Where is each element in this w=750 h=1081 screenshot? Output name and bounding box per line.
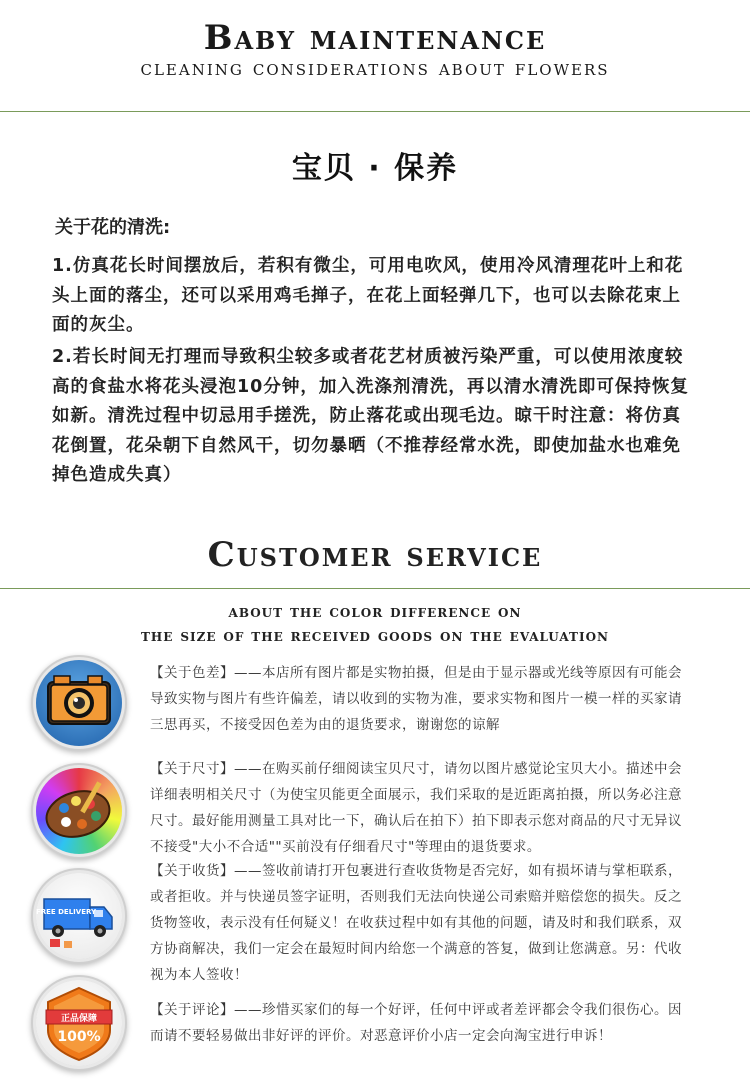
text-line: 如新。清洗过程中切忌用手搓洗，防止落花或出现毛边。晾干时注意：将仿真 [52,406,681,426]
cleaning-paragraph-2 [52,343,700,491]
service-title: Customer service [207,535,543,575]
text-line: 导致实物与图片有些许偏差，请以收到的实物为准，要求实物和图片一模一样的买家请 [150,691,682,707]
service-item-delivery [150,858,710,988]
text-line: 货物签收，表示没有任何疑义！在收获过程中如有其他的问题，请及时和我们联系，双 [150,915,682,931]
service-about-line-1: about the color difference on [228,602,522,622]
service-about-line-2: the size of the received goods on the evaluation [140,626,610,646]
palette-icon [36,768,122,854]
title-en: Baby maintenance [203,18,547,58]
text-line: 【关于色差】——本店所有图片都是实物拍摄，但是由于显示器或光线等原因有可能会 [150,665,682,681]
text-line: 高的食盐水将花头浸泡10分钟，加入洗涤剂清洗，再以清水清洗即可保持恢复 [52,376,689,397]
cleaning-paragraph-1 [52,252,700,341]
text-line: 1.仿真花长时间摆放后，若积有微尘，可用电吹风，使用冷风清理花叶上和花 [52,256,684,276]
text-line: 【关于评论】——珍惜买家们的每一个好评，任何中评或者差评都会令我们很伤心。因 [150,1002,682,1018]
text-line: 面的灰尘。 [52,315,145,335]
quality-badge-percent: 100% [57,1029,101,1045]
camera-icon [36,660,122,746]
text-line: 2.若长时间无打理而导致积尘较多或者花艺材质被污染严重，可以使用浓度较 [52,347,684,367]
delivery-truck-icon [36,873,122,959]
text-line: 尺寸。最好能用测量工具对比一下，确认后在拍下）拍下即表示您对商品的尺寸无异议 [150,813,682,829]
text-line: 三思再买，不接受因色差为由的退货要求，谢谢您的谅解 [150,717,500,733]
title-cn: 宝贝 · 保养 [291,151,459,186]
divider [0,111,750,112]
service-item-size [150,756,710,860]
text-line: 【关于尺寸】——在购买前仔细阅读宝贝尺寸，请勿以图片感觉论宝贝大小。描述中会 [150,761,682,777]
free-delivery-badge: FREE DELIVERY [36,908,97,916]
cleaning-heading: 关于花的清洗: [55,217,171,238]
quality-guarantee-icon [36,980,122,1066]
text-line: 方协商解决，我们一定会在最短时间内给您一个满意的答复，做到让您满意。另：代收 [150,941,682,957]
text-line: 视为本人签收！ [150,967,248,983]
text-line: 或者拒收。并与快递员签字证明，否则我们无法向快递公司索赔并赔偿您的损失。反之 [150,889,682,905]
text-line: 【关于收货】——签收前请打开包裹进行查收货物是否完好，如有损坏请与掌柜联系， [150,863,682,879]
text-line: 花倒置，花朵朝下自然风干，切勿暴晒（不推荐经常水洗，即使加盐水也难免 [52,435,681,456]
divider [0,588,750,589]
text-line: 不接受"大小不合适""买前没有仔细看尺寸"等理由的退货要求。 [150,839,541,855]
quality-badge-text: 正品保障 [60,1014,98,1024]
service-item-color [150,660,710,738]
text-line: 详细表明相关尺寸（为使宝贝能更全面展示，我们采取的是近距离拍摄，所以务必注意 [150,787,682,803]
text-line: 而请不要轻易做出非好评的评价。对恶意评价小店一定会向淘宝进行申诉！ [150,1028,612,1044]
subtitle-en: cleaning considerations about flowers [140,56,610,81]
text-line: 掉色造成失真） [52,465,182,485]
text-line: 头上面的落尘，还可以采用鸡毛掸子，在花上面轻弹几下，也可以去除花束上 [52,285,681,306]
service-item-review [150,997,710,1049]
